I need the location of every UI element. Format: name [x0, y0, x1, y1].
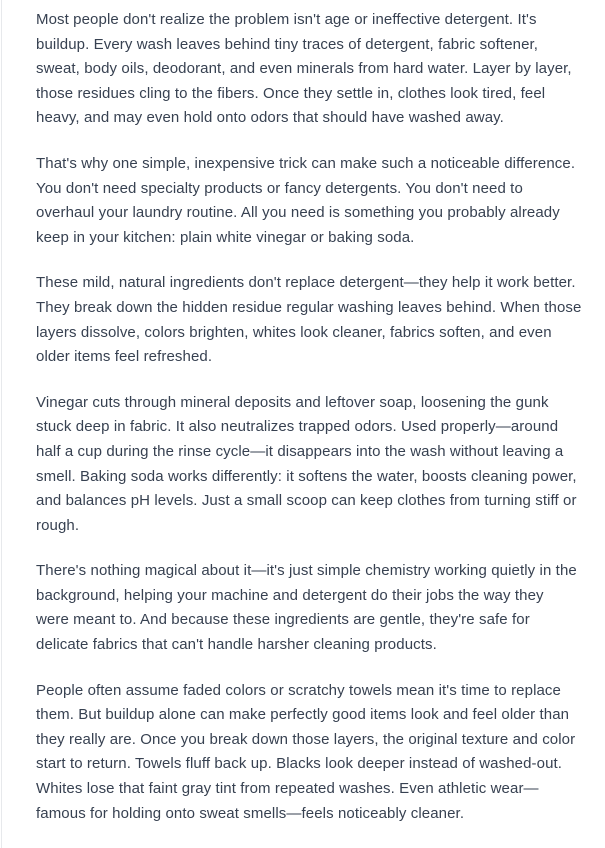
paragraph-buildup-problem — [36, 8, 577, 131]
text-line: Whites lose that faint gray tint from repeated washes. Even athletic wear— — [36, 780, 539, 798]
paragraph-simple-trick — [36, 152, 577, 250]
text-line: half a cup during the rinse cycle—it disappears into the wash without leaving a — [36, 442, 564, 460]
text-line: heavy, and may even hold onto odors that should have washed away. — [36, 109, 504, 127]
text-line: buildup. Every wash leaves behind tiny traces of detergent, fabric softener, — [36, 35, 539, 53]
paragraph-natural-ingredients — [36, 271, 582, 369]
text-line: That's why one simple, inexpensive trick can make such a noticeable difference. — [36, 154, 576, 172]
text-line: Vinegar cuts through mineral deposits and leftover soap, loosening the gunk — [36, 393, 549, 411]
text-line: keep in your kitchen: plain white vinegar or baking soda. — [36, 228, 415, 246]
text-line: and balances pH levels. Just a small scoop can keep clothes from turning stiff or — [36, 492, 577, 510]
text-line: sweat, body oils, deodorant, and even minerals from hard water. Layer by layer, — [36, 60, 572, 78]
text-line: them. But buildup alone can make perfectly good items look and feel older than — [36, 706, 570, 724]
text-line: those residues cling to the fibers. Once they settle in, clothes look tired, feel — [36, 84, 546, 102]
text-line: There's nothing magical about it—it's just simple chemistry working quietly in the — [36, 562, 577, 580]
text-line: were meant to. And because these ingredients are gentle, they're safe for — [36, 611, 530, 629]
text-line: background, helping your machine and detergent do their jobs the way they — [36, 586, 544, 604]
text-line: rough. — [36, 516, 80, 534]
text-line: stuck deep in fabric. It also neutralizes trapped odors. Used properly—around — [36, 418, 559, 436]
text-line: People often assume faded colors or scratchy towels mean it's time to replace — [36, 681, 561, 699]
text-line: You don't need specialty products or fancy detergents. You don't need to — [36, 179, 523, 197]
text-line: Most people don't realize the problem isn't age or ineffective detergent. It's — [36, 11, 537, 28]
text-line: smell. Baking soda works differently: it softens the water, boosts cleaning power, — [36, 467, 577, 485]
paragraph-restored-results — [36, 679, 577, 827]
article-body — [36, 8, 582, 826]
text-line: famous for holding onto sweat smells—feels noticeably cleaner. — [36, 804, 465, 822]
article-page — [1, 0, 605, 848]
paragraph-vinegar-baking-soda — [36, 391, 577, 539]
text-line: layers dissolve, colors brighten, whites look cleaner, fabrics soften, and even — [36, 323, 552, 341]
text-line: overhaul your laundry routine. All you need is something you probably already — [36, 204, 560, 222]
text-line: older items feel refreshed. — [36, 348, 213, 366]
paragraph-simple-chemistry — [36, 559, 577, 657]
text-line: start to return. Towels fluff back up. Blacks look deeper instead of washed-out. — [36, 755, 563, 773]
text-line: They break down the hidden residue regular washing leaves behind. When those — [36, 298, 582, 316]
text-line: delicate fabrics that can't handle harsher cleaning products. — [36, 636, 437, 654]
text-line: they really are. Once you break down those layers, the original texture and color — [36, 730, 576, 748]
text-line: These mild, natural ingredients don't replace detergent—they help it work better. — [36, 274, 576, 292]
